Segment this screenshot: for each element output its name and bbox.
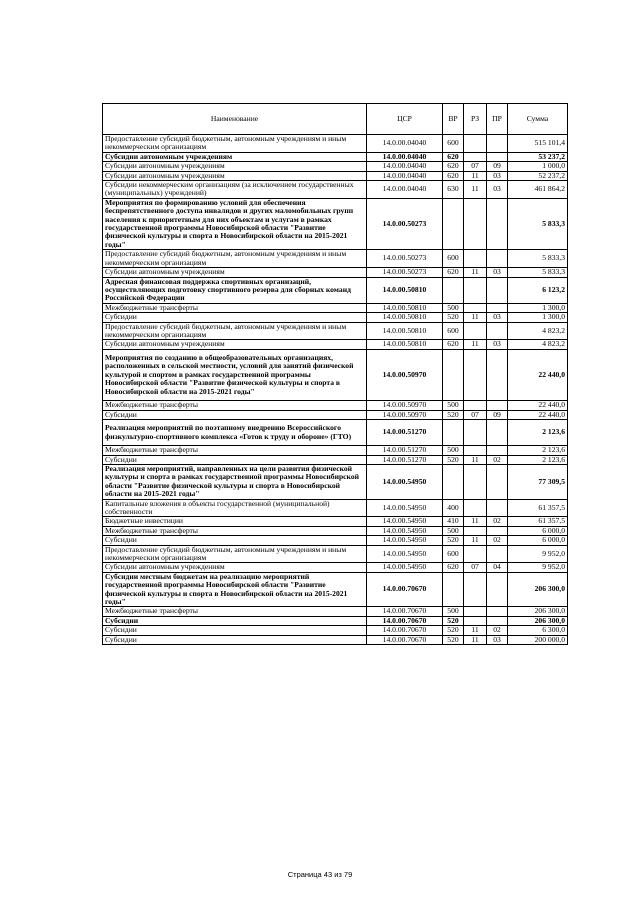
budget-table-container <box>102 103 567 645</box>
cell-sum: 9 952,0 <box>508 545 568 563</box>
cell-rz: 07 <box>464 162 487 171</box>
cell-rz: 07 <box>464 410 487 419</box>
cell-pr: 09 <box>487 410 508 419</box>
cell-name: Субсидии местным бюджетам на реализацию мероприятий государственной программы Новосибирской области "Развитие физической культуры и спорта в Новосибирской области на 2015-2021 годы" <box>103 572 367 607</box>
cell-sum: 22 440,0 <box>508 410 568 419</box>
cell-pr: 09 <box>487 162 508 171</box>
cell-rz <box>464 572 487 607</box>
cell-pr <box>487 152 508 161</box>
cell-name: Межбюджетные трансферты <box>103 401 367 410</box>
cell-pr <box>487 545 508 563</box>
cell-rz <box>464 607 487 616</box>
cell-sum: 206 300,0 <box>508 607 568 616</box>
table-row <box>103 181 568 199</box>
cell-name: Межбюджетные трансферты <box>103 607 367 616</box>
header-sum: Сумма <box>508 104 568 135</box>
cell-csr: 14.0.00.70670 <box>367 616 443 625</box>
table-row <box>103 572 568 607</box>
cell-rz <box>464 152 487 161</box>
cell-vr: 520 <box>443 455 464 464</box>
cell-vr: 620 <box>443 340 464 349</box>
cell-name: Субсидии <box>103 313 367 322</box>
cell-rz <box>464 526 487 535</box>
header-name: Наименование <box>103 104 367 135</box>
table-row <box>103 277 568 303</box>
cell-pr: 03 <box>487 181 508 199</box>
cell-csr: 14.0.00.51270 <box>367 446 443 455</box>
cell-name: Субсидии некоммерческим организациям (за исключением государственных (муниципальных) учреждений) <box>103 181 367 199</box>
cell-vr: 410 <box>443 517 464 526</box>
cell-sum: 5 833,3 <box>508 250 568 268</box>
cell-csr: 14.0.00.51270 <box>367 419 443 445</box>
table-row <box>103 303 568 312</box>
cell-vr: 520 <box>443 410 464 419</box>
table-row <box>103 446 568 455</box>
cell-csr: 14.0.00.70670 <box>367 626 443 635</box>
cell-sum: 22 440,0 <box>508 349 568 400</box>
cell-csr: 14.0.00.54950 <box>367 499 443 517</box>
cell-sum: 4 823,2 <box>508 340 568 349</box>
cell-vr: 500 <box>443 401 464 410</box>
cell-sum: 6 000,0 <box>508 526 568 535</box>
cell-vr: 520 <box>443 626 464 635</box>
cell-pr: 03 <box>487 313 508 322</box>
table-row <box>103 401 568 410</box>
cell-rz: 07 <box>464 563 487 572</box>
cell-pr <box>487 198 508 249</box>
cell-rz <box>464 349 487 400</box>
cell-csr: 14.0.00.54950 <box>367 545 443 563</box>
cell-name: Реализация мероприятий по поэтапному внедрению Всероссийского физкультурно-спортивного комплекса «Готов к труду и обороне» (ГТО) <box>103 419 367 445</box>
cell-sum: 52 237,2 <box>508 171 568 180</box>
cell-vr: 400 <box>443 499 464 517</box>
cell-csr: 14.0.00.50273 <box>367 198 443 249</box>
cell-rz: 11 <box>464 268 487 277</box>
cell-name: Мероприятия по формированию условий для обеспечения беспрепятственного доступа инвалидов и других маломобильных групп населения к приоритетным для них объектам и услугам в рамках государственной программы Новосибирской области "Развитие физической культуры и спорта в Новосибирской области на 2015-2021 годы" <box>103 198 367 249</box>
cell-sum: 4 823,2 <box>508 322 568 340</box>
cell-sum: 61 357,5 <box>508 499 568 517</box>
cell-rz <box>464 616 487 625</box>
cell-csr: 14.0.00.50810 <box>367 277 443 303</box>
cell-sum: 77 309,5 <box>508 464 568 499</box>
cell-sum: 461 864,2 <box>508 181 568 199</box>
cell-pr <box>487 349 508 400</box>
cell-name: Мероприятия по созданию в общеобразовательных организациях, расположенных в сельской местности, условий для занятий физической культурой и спортом в рамках государственной программы Новосибирской области "Развитие физической культуры и спорта в Новосибирской области на 2015-2021 годы" <box>103 349 367 400</box>
cell-pr <box>487 464 508 499</box>
cell-rz <box>464 322 487 340</box>
cell-vr: 520 <box>443 536 464 545</box>
cell-csr: 14.0.00.50810 <box>367 340 443 349</box>
cell-vr: 600 <box>443 322 464 340</box>
table-row <box>103 171 568 180</box>
cell-pr <box>487 616 508 625</box>
cell-pr <box>487 446 508 455</box>
cell-name: Реализация мероприятий, направленных на цели развития физической культуры и спорта в рамках государственной программы Новосибирской области "Развитие физической культуры и спорта в Новосибирской области на 2015-2021 годы" <box>103 464 367 499</box>
cell-csr: 14.0.00.70670 <box>367 635 443 644</box>
cell-rz <box>464 499 487 517</box>
cell-vr: 620 <box>443 162 464 171</box>
cell-vr: 630 <box>443 181 464 199</box>
table-row <box>103 455 568 464</box>
cell-sum: 22 440,0 <box>508 401 568 410</box>
cell-name: Предоставление субсидий бюджетным, автономным учреждениям и иным некоммерческим организациям <box>103 545 367 563</box>
cell-pr: 03 <box>487 171 508 180</box>
cell-sum: 200 000,0 <box>508 635 568 644</box>
cell-rz <box>464 401 487 410</box>
cell-vr: 520 <box>443 616 464 625</box>
cell-csr: 14.0.00.50970 <box>367 349 443 400</box>
table-row <box>103 626 568 635</box>
cell-pr: 04 <box>487 563 508 572</box>
cell-pr: 02 <box>487 536 508 545</box>
cell-name: Капитальные вложения в объекты государственной (муниципальной) собственности <box>103 499 367 517</box>
cell-pr <box>487 303 508 312</box>
table-row <box>103 545 568 563</box>
table-row <box>103 536 568 545</box>
table-row <box>103 162 568 171</box>
cell-csr: 14.0.00.54950 <box>367 517 443 526</box>
table-row <box>103 313 568 322</box>
cell-sum: 515 101,4 <box>508 135 568 153</box>
cell-rz: 11 <box>464 536 487 545</box>
cell-csr: 14.0.00.50810 <box>367 313 443 322</box>
cell-vr <box>443 198 464 249</box>
cell-vr <box>443 419 464 445</box>
cell-vr: 500 <box>443 446 464 455</box>
table-row <box>103 349 568 400</box>
cell-csr: 14.0.00.51270 <box>367 455 443 464</box>
cell-rz: 11 <box>464 171 487 180</box>
cell-sum: 2 123,6 <box>508 455 568 464</box>
table-row <box>103 616 568 625</box>
cell-sum: 5 833,3 <box>508 268 568 277</box>
cell-name: Субсидии автономным учреждениям <box>103 268 367 277</box>
cell-vr: 500 <box>443 607 464 616</box>
cell-sum: 206 300,0 <box>508 572 568 607</box>
cell-name: Субсидии <box>103 455 367 464</box>
cell-name: Субсидии <box>103 616 367 625</box>
cell-name: Межбюджетные трансферты <box>103 526 367 535</box>
cell-vr: 500 <box>443 303 464 312</box>
cell-rz: 11 <box>464 635 487 644</box>
table-row <box>103 322 568 340</box>
table-row <box>103 410 568 419</box>
table-body <box>103 135 568 645</box>
header-pr: ПР <box>487 104 508 135</box>
cell-pr: 02 <box>487 626 508 635</box>
cell-pr <box>487 135 508 153</box>
cell-csr: 14.0.00.04040 <box>367 135 443 153</box>
cell-name: Субсидии <box>103 626 367 635</box>
cell-name: Предоставление субсидий бюджетным, автономным учреждениям и иным некоммерческим организациям <box>103 135 367 153</box>
cell-vr <box>443 349 464 400</box>
cell-csr: 14.0.00.50970 <box>367 410 443 419</box>
cell-pr <box>487 499 508 517</box>
cell-vr: 520 <box>443 313 464 322</box>
cell-rz: 11 <box>464 313 487 322</box>
cell-rz <box>464 419 487 445</box>
cell-sum: 61 357,5 <box>508 517 568 526</box>
cell-pr: 03 <box>487 340 508 349</box>
cell-rz <box>464 303 487 312</box>
cell-pr <box>487 607 508 616</box>
cell-rz: 11 <box>464 517 487 526</box>
cell-pr <box>487 572 508 607</box>
cell-csr: 14.0.00.70670 <box>367 607 443 616</box>
cell-name: Адресная финансовая поддержка спортивных организаций, осуществляющих подготовку спортивного резерва для сборных команд Российской Федерации <box>103 277 367 303</box>
cell-pr <box>487 401 508 410</box>
cell-csr: 14.0.00.54950 <box>367 563 443 572</box>
cell-csr: 14.0.00.50273 <box>367 268 443 277</box>
cell-csr: 14.0.00.04040 <box>367 181 443 199</box>
table-row <box>103 526 568 535</box>
cell-rz: 11 <box>464 340 487 349</box>
cell-rz <box>464 250 487 268</box>
cell-sum: 6 000,0 <box>508 536 568 545</box>
cell-pr <box>487 250 508 268</box>
table-row <box>103 198 568 249</box>
cell-vr: 600 <box>443 135 464 153</box>
cell-sum: 6 300,0 <box>508 626 568 635</box>
cell-sum: 1 000,0 <box>508 162 568 171</box>
cell-name: Субсидии автономным учреждениям <box>103 340 367 349</box>
cell-name: Бюджетные инвестиции <box>103 517 367 526</box>
table-row <box>103 607 568 616</box>
cell-vr: 620 <box>443 171 464 180</box>
cell-vr <box>443 277 464 303</box>
cell-rz <box>464 135 487 153</box>
cell-name: Субсидии автономным учреждениям <box>103 152 367 161</box>
cell-pr <box>487 526 508 535</box>
header-vr: ВР <box>443 104 464 135</box>
cell-vr: 600 <box>443 545 464 563</box>
cell-sum: 53 237,2 <box>508 152 568 161</box>
page-footer: Страница 43 из 79 <box>287 870 353 879</box>
cell-pr <box>487 322 508 340</box>
cell-name: Субсидии автономным учреждениям <box>103 162 367 171</box>
table-header-row <box>103 104 568 135</box>
cell-rz <box>464 277 487 303</box>
cell-sum: 1 300,0 <box>508 303 568 312</box>
cell-vr: 520 <box>443 635 464 644</box>
table-row <box>103 340 568 349</box>
budget-table <box>102 103 568 645</box>
header-rz: РЗ <box>464 104 487 135</box>
cell-sum: 206 300,0 <box>508 616 568 625</box>
cell-name: Субсидии <box>103 536 367 545</box>
cell-name: Субсидии автономным учреждениям <box>103 563 367 572</box>
cell-vr: 620 <box>443 268 464 277</box>
cell-rz <box>464 545 487 563</box>
cell-sum: 2 123,6 <box>508 446 568 455</box>
cell-name: Субсидии <box>103 635 367 644</box>
cell-name: Предоставление субсидий бюджетным, автономным учреждениям и иным некоммерческим организациям <box>103 250 367 268</box>
cell-csr: 14.0.00.04040 <box>367 171 443 180</box>
cell-csr: 14.0.00.04040 <box>367 162 443 171</box>
cell-pr: 02 <box>487 455 508 464</box>
cell-name: Предоставление субсидий бюджетным, автономным учреждениям и иным некоммерческим организациям <box>103 322 367 340</box>
cell-pr <box>487 419 508 445</box>
cell-sum: 5 833,3 <box>508 198 568 249</box>
cell-vr <box>443 464 464 499</box>
cell-name: Субсидии автономным учреждениям <box>103 171 367 180</box>
cell-pr: 02 <box>487 517 508 526</box>
table-row <box>103 250 568 268</box>
cell-vr: 620 <box>443 152 464 161</box>
cell-sum: 9 952,0 <box>508 563 568 572</box>
cell-name: Межбюджетные трансферты <box>103 303 367 312</box>
table-row <box>103 152 568 161</box>
cell-sum: 2 123,6 <box>508 419 568 445</box>
table-row <box>103 563 568 572</box>
header-csr: ЦСР <box>367 104 443 135</box>
cell-sum: 1 300,0 <box>508 313 568 322</box>
cell-pr: 03 <box>487 635 508 644</box>
cell-csr: 14.0.00.54950 <box>367 464 443 499</box>
cell-pr: 03 <box>487 268 508 277</box>
cell-rz <box>464 198 487 249</box>
cell-csr: 14.0.00.54950 <box>367 536 443 545</box>
table-row <box>103 499 568 517</box>
cell-rz <box>464 464 487 499</box>
cell-rz: 11 <box>464 455 487 464</box>
table-row <box>103 464 568 499</box>
cell-vr: 620 <box>443 563 464 572</box>
cell-pr <box>487 277 508 303</box>
table-row <box>103 517 568 526</box>
table-row <box>103 635 568 644</box>
cell-name: Субсидии <box>103 410 367 419</box>
cell-vr <box>443 572 464 607</box>
cell-name: Межбюджетные трансферты <box>103 446 367 455</box>
cell-rz <box>464 446 487 455</box>
table-row <box>103 419 568 445</box>
cell-rz: 11 <box>464 626 487 635</box>
table-row <box>103 268 568 277</box>
table-row <box>103 135 568 153</box>
cell-csr: 14.0.00.50810 <box>367 322 443 340</box>
cell-sum: 6 123,2 <box>508 277 568 303</box>
cell-csr: 14.0.00.50970 <box>367 401 443 410</box>
cell-rz: 11 <box>464 181 487 199</box>
cell-csr: 14.0.00.04040 <box>367 152 443 161</box>
cell-csr: 14.0.00.50810 <box>367 303 443 312</box>
cell-csr: 14.0.00.70670 <box>367 572 443 607</box>
cell-csr: 14.0.00.50273 <box>367 250 443 268</box>
cell-csr: 14.0.00.54950 <box>367 526 443 535</box>
cell-vr: 600 <box>443 250 464 268</box>
cell-vr: 500 <box>443 526 464 535</box>
